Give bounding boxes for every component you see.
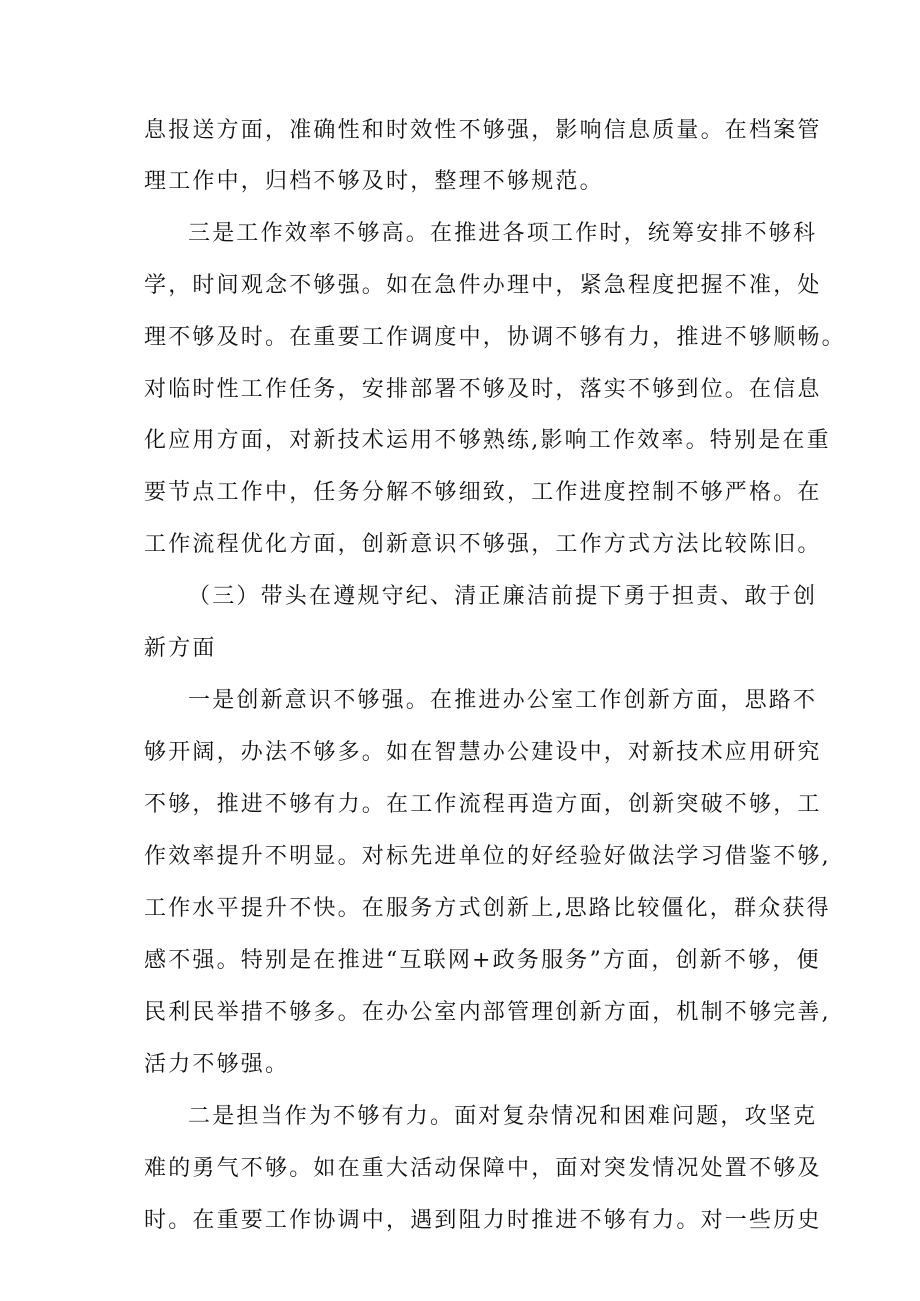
section-heading-line: 新方面 xyxy=(144,636,217,661)
section-heading-line: （三）带头在遵规守纪、清正廉洁前提下勇于担责、敢于创 xyxy=(188,584,818,609)
text-line: 够开阔，办法不够多。如在智慧办公建设中，对新技术应用研究 xyxy=(144,740,822,765)
paragraph-start-line: 一是创新意识不够强。在推进办公室工作创新方面，思路不 xyxy=(188,688,818,713)
text-line: 感不强。特别是在推进“互联网+政务服务”方面，创新不够，便 xyxy=(144,948,821,973)
text-line: 活力不够强。 xyxy=(144,1052,290,1077)
paragraph-start-line: 二是担当作为不够有力。面对复杂情况和困难问题，攻坚克 xyxy=(188,1104,818,1129)
text-line: 要节点工作中，任务分解不够细致，工作进度控制不够严格。在 xyxy=(144,480,822,505)
text-line: 工作流程优化方面，创新意识不够强，工作方式方法比较陈旧。 xyxy=(144,532,822,557)
text-line: 工作水平提升不快。在服务方式创新上,思路比较僵化，群众获得 xyxy=(144,896,831,921)
text-line: 时。在重要工作协调中，遇到阻力时推进不够有力。对一些历史 xyxy=(144,1208,822,1233)
text-line: 息报送方面，准确性和时效性不够强，影响信息质量。在档案管 xyxy=(144,118,822,143)
text-line: 理不够及时。在重要工作调度中，协调不够有力，推进不够顺畅。 xyxy=(144,325,846,350)
text-line: 民利民举措不够多。在办公室内部管理创新方面，机制不够完善, xyxy=(144,1000,831,1025)
text-line: 理工作中，归档不够及时，整理不够规范。 xyxy=(144,169,604,194)
text-line: 作效率提升不明显。对标先进单位的好经验好做法学习借鉴不够, xyxy=(144,844,831,869)
paragraph-start-line: 三是工作效率不够高。在推进各项工作时，统筹安排不够科 xyxy=(188,221,818,246)
text-line: 不够，推进不够有力。在工作流程再造方面，创新突破不够，工 xyxy=(144,792,822,817)
text-line: 难的勇气不够。如在重大活动保障中，面对突发情况处置不够及 xyxy=(144,1156,822,1181)
text-line: 化应用方面，对新技术运用不够熟练,影响工作效率。特别是在重 xyxy=(144,428,831,453)
text-line: 学，时间观念不够强。如在急件办理中，紧急程度把握不准，处 xyxy=(144,273,822,298)
text-line: 对临时性工作任务，安排部署不够及时，落实不够到位。在信息 xyxy=(144,377,822,402)
